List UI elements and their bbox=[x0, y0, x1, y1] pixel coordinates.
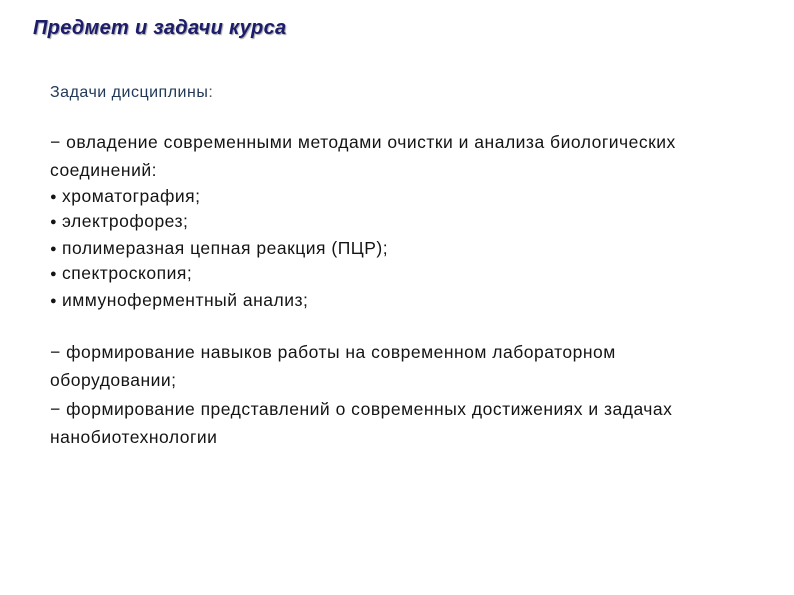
bullet-icon: ● bbox=[50, 243, 58, 255]
method-list-item bbox=[50, 262, 192, 284]
bullet-icon: ● bbox=[50, 295, 58, 307]
bullet-icon: ● bbox=[50, 216, 58, 228]
method-list-item bbox=[50, 210, 188, 232]
bullet-icon: ● bbox=[50, 191, 58, 203]
section-subtitle bbox=[50, 84, 213, 102]
method-list-item bbox=[50, 237, 388, 259]
subtitle-colon: : bbox=[208, 84, 214, 101]
method-text: спектроскопия; bbox=[62, 263, 193, 283]
method-text: иммуноферментный анализ; bbox=[62, 290, 309, 310]
method-list-item bbox=[50, 289, 308, 311]
subtitle-text: Задачи дисциплины bbox=[50, 84, 209, 101]
task-line: нанобиотехнологии bbox=[50, 427, 218, 447]
task-line: − овладение современными методами очистки и анализа биологических bbox=[50, 132, 676, 152]
slide-title: Предмет и задачи курса bbox=[33, 17, 287, 39]
method-list-item bbox=[50, 185, 201, 207]
method-text: электрофорез; bbox=[62, 211, 189, 231]
task-line: − формирование представлений о современных достижениях и задачах bbox=[50, 399, 673, 419]
task-line: − формирование навыков работы на современном лабораторном bbox=[50, 342, 616, 362]
bullet-icon: ● bbox=[50, 268, 58, 280]
task-line: оборудовании; bbox=[50, 370, 177, 390]
task-line: соединений: bbox=[50, 160, 157, 180]
method-text: полимеразная цепная реакция (ПЦР); bbox=[62, 238, 389, 258]
method-text: хроматография; bbox=[62, 186, 201, 206]
